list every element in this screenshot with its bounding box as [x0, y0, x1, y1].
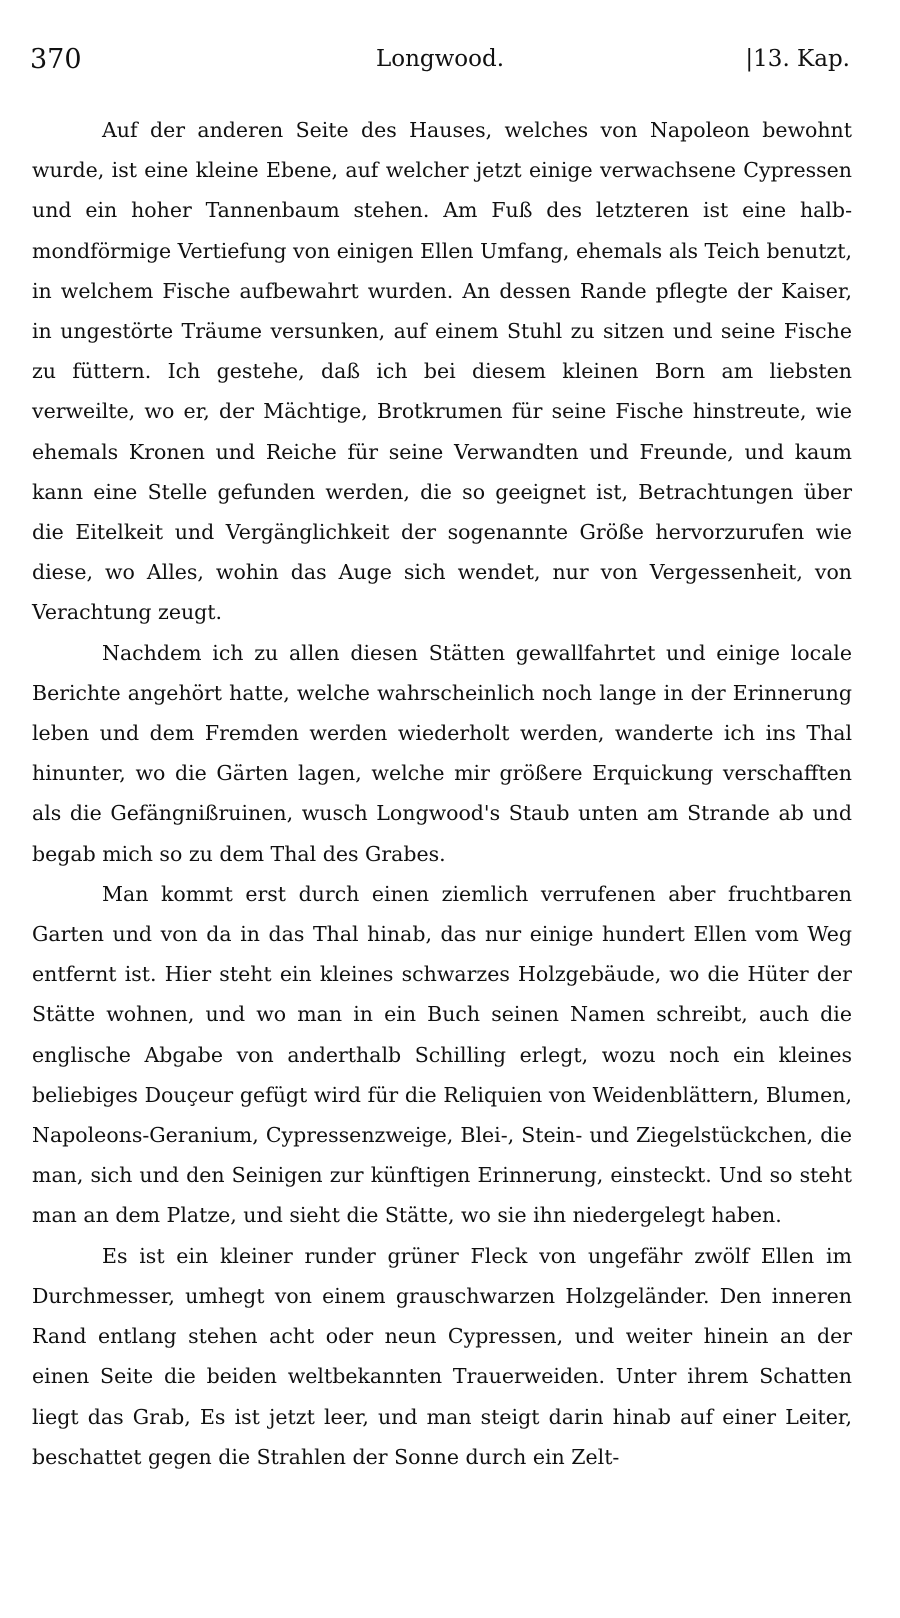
- paragraph: Auf der anderen Seite des Hauses, welches von Napoleon bewohnt wurde, ist eine kleine Ebene, auf welcher jetzt einige verwachsene Cypressen und ein hoher Tannenbaum stehen. Am Fuß des letzteren ist eine halbmondförmige Vertiefung von einigen Ellen Umfang, ehemals als Teich benutzt, in welchem Fische aufbewahrt wurden. An dessen Rande pflegte der Kaiser, in ungestörte Träume versunken, auf einem Stuhl zu sitzen und seine Fische zu füttern. Ich gestehe, daß ich bei diesem kleinen Born am liebsten verweilte, wo er, der Mächtige, Brotkrumen für seine Fische hinstreute, wie ehemals Kronen und Reiche für seine Verwandten und Freunde, und kaum kann eine Stelle gefunden werden, die so geeignet ist, Betrachtungen über die Eitelkeit und Vergänglichkeit der sogenannte Größe hervorzurufen wie diese, wo Alles, wohin das Auge sich wendet, nur von Vergessenheit, von Verachtung zeugt.: [32, 118, 852, 625]
- chapter-reference: |13. Kap.: [745, 46, 850, 72]
- running-title: Longwood.: [375, 46, 505, 72]
- page-header: [30, 44, 850, 84]
- page-number: 370: [30, 44, 82, 75]
- paragraph: Man kommt erst durch einen ziemlich verrufenen aber fruchtbaren Garten und von da in das Thal hinab, das nur einige hundert Ellen vom Weg entfernt ist. Hier steht ein kleines schwarzes Holzgebäude, wo die Hüter der Stätte wohnen, und wo man in ein Buch seinen Namen schreibt, auch die englische Abgabe von anderthalb Schilling erlegt, wozu noch ein kleines beliebiges Douçeur gefügt wird für die Reliquien von Weidenblättern, Blumen, Napoleons-Geranium, Cypressenzweige, Blei-, Stein- und Ziegelstückchen, die man, sich und den Seinigen zur künftigen Erinnerung, einsteckt. Und so steht man an dem Platze, und sieht die Stätte, wo sie ihn niedergelegt haben.: [32, 881, 852, 1228]
- paragraph: Nachdem ich zu allen diesen Stätten gewallfahrtet und einige locale Berichte angehört hatte, welche wahrscheinlich noch lange in der Erinnerung leben und dem Fremden werden wiederholt werden, wanderte ich ins Thal hinunter, wo die Gärten lagen, welche mir größere Erquickung verschafften als die Gefängnißruinen, wusch Longwood's Staub unten am Strande ab und begab mich so zu dem Thal des Grabes.: [32, 640, 852, 866]
- paragraph: Es ist ein kleiner runder grüner Fleck von ungefähr zwölf Ellen im Durchmesser, umhegt von einem grauschwarzen Holzgeländer. Den inneren Rand entlang stehen acht oder neun Cypressen, und weiter hinein an der einen Seite die beiden weltbekannten Trauerweiden. Unter ihrem Schatten liegt das Grab, Es ist jetzt leer, und man steigt darin hinab auf einer Leiter, beschattet gegen die Strahlen der Sonne durch ein Zelt-: [32, 1243, 852, 1469]
- body-text: [32, 110, 852, 1477]
